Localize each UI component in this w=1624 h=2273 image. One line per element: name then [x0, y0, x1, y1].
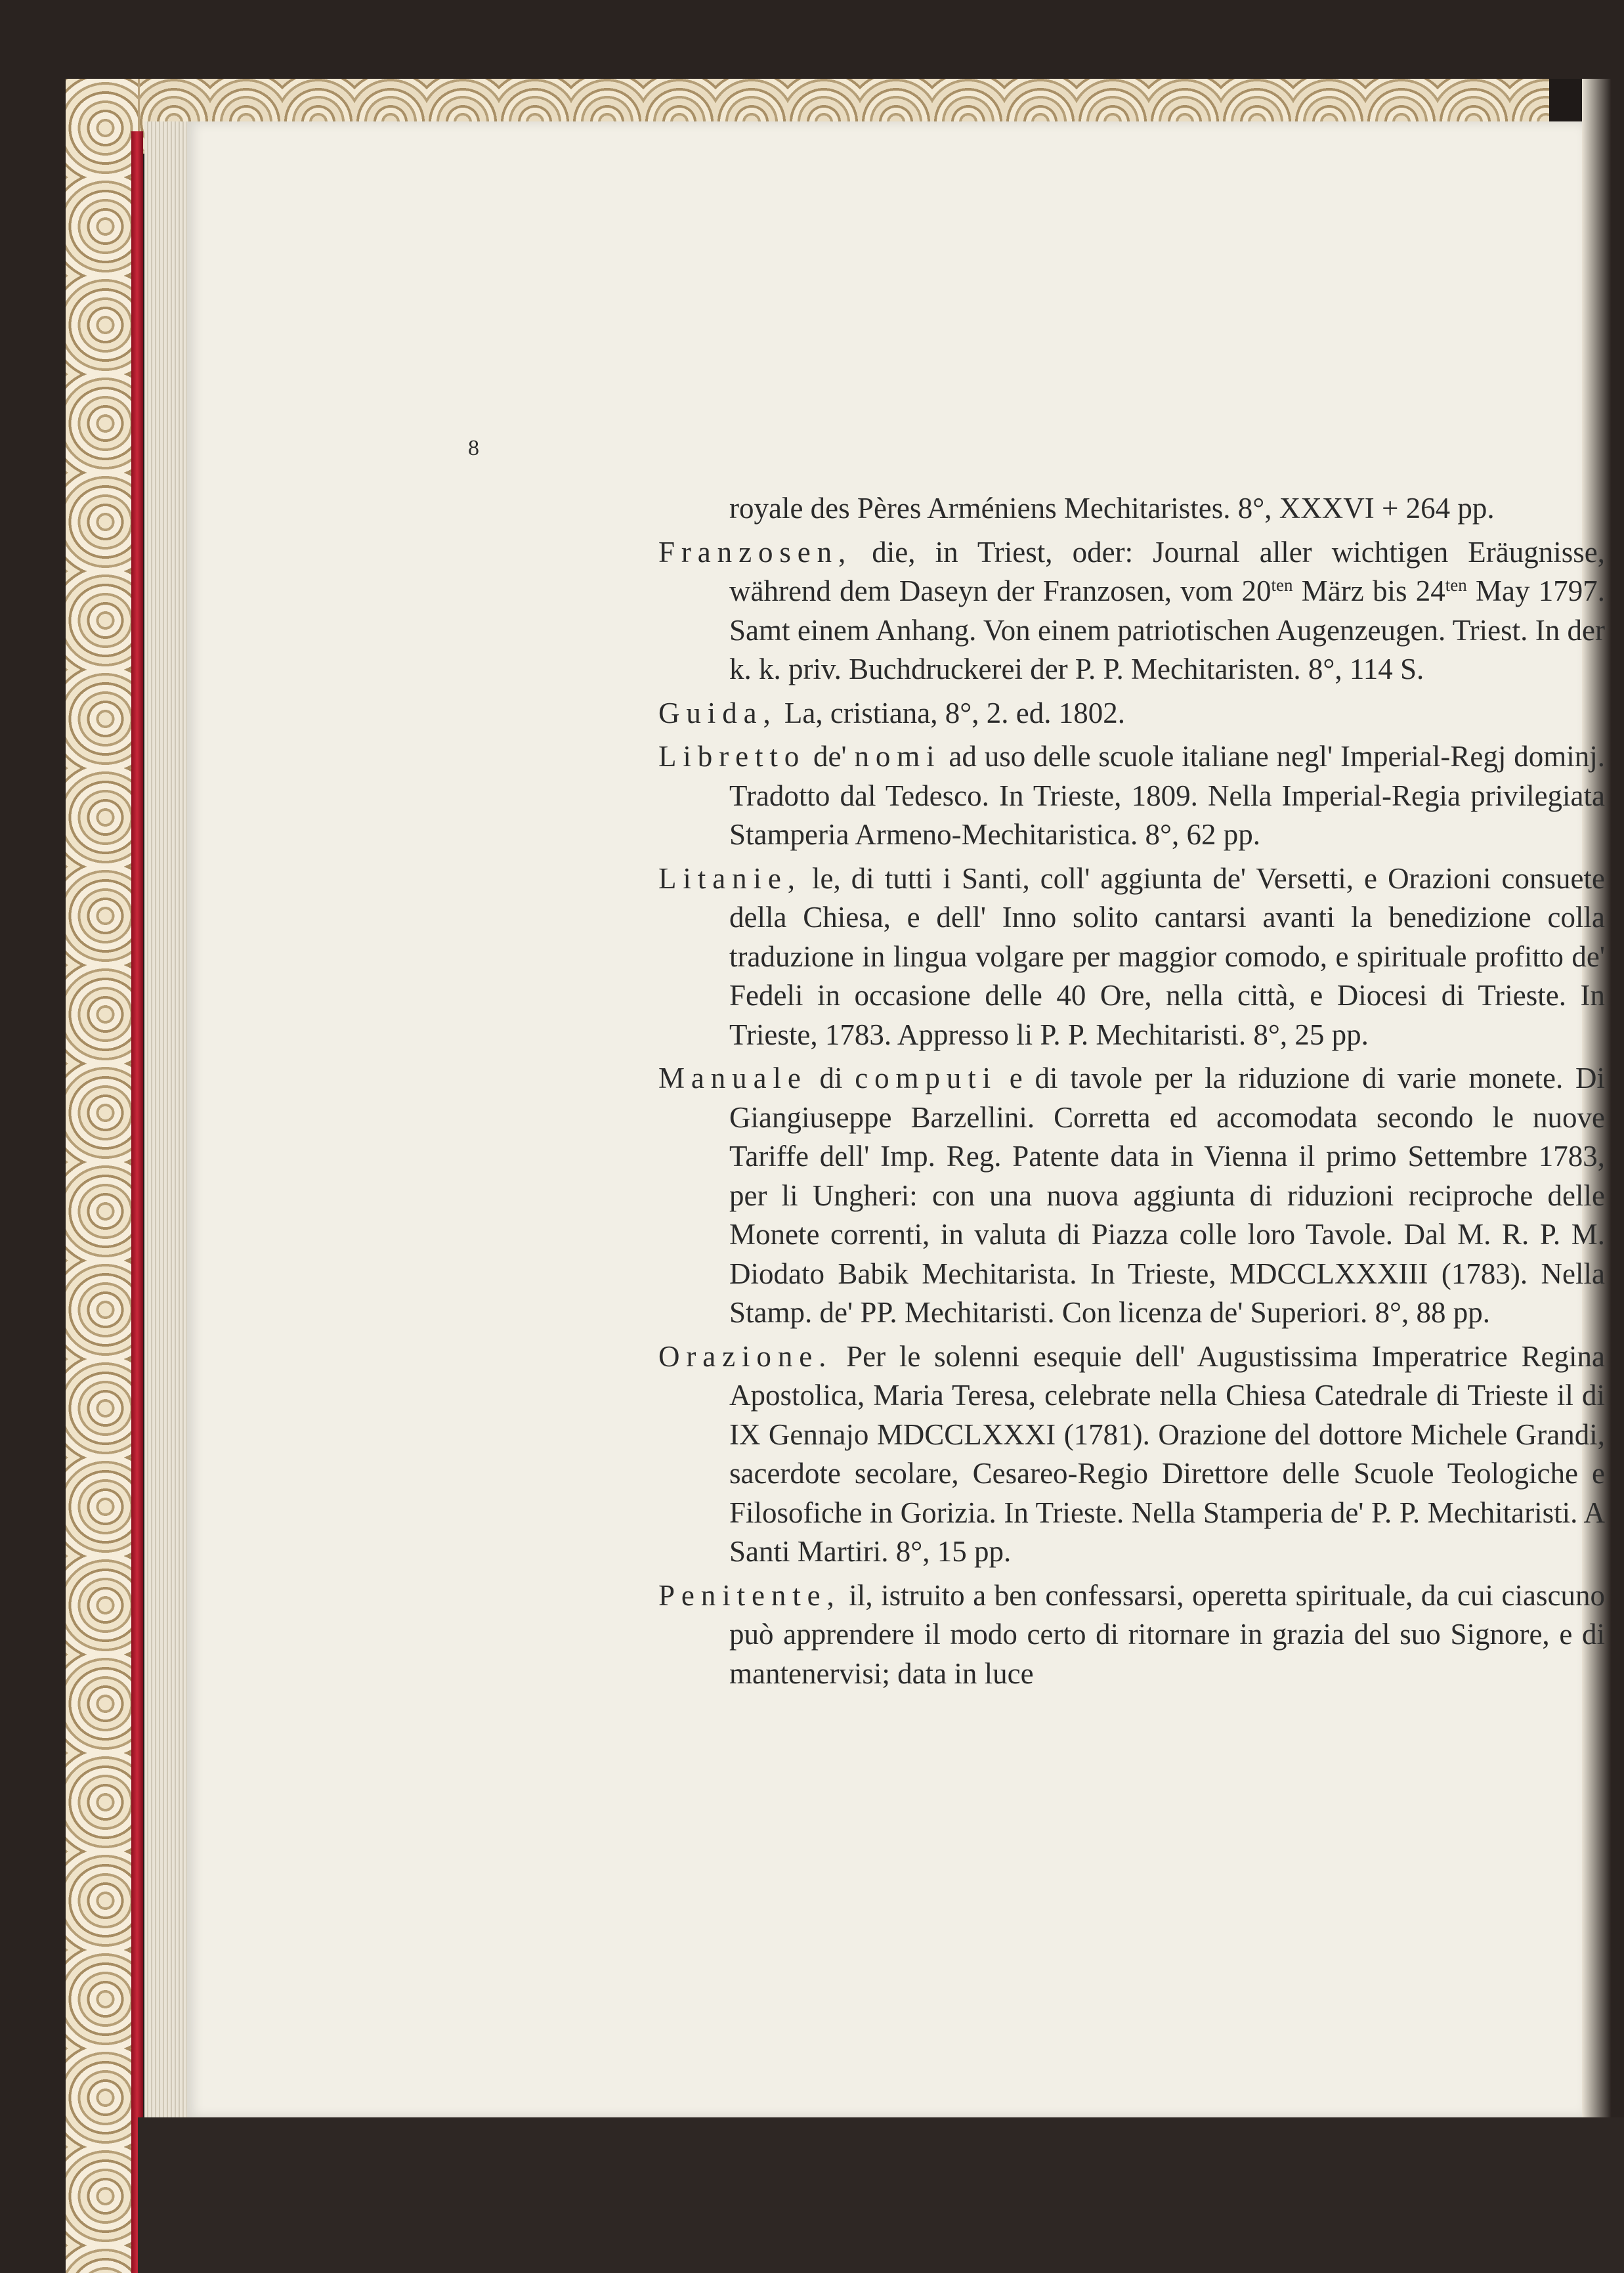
bibliography-entry	[658, 737, 1605, 855]
entry-superscript: ten	[1271, 575, 1293, 595]
entry-text: il, istruito a ben confessarsi, operetta spirituale, da cui ciascuno può apprendere il modo certo di ritornare in grazia del suo Signore, e di mantenervisi; data in luce	[729, 1578, 1605, 1690]
bibliography-entry	[658, 1337, 1605, 1572]
bibliography-entry	[658, 1576, 1605, 1694]
entry-text: März bis 24	[1293, 574, 1445, 607]
entry-text: ad uso delle scuole italiane negl' Imperial-Regj dominj. Tradotto dal Tedesco. In Trieste, 1809. Nella Imperial-Regia privilegiata Stamperia Armeno-Mechitaristica. 8°, 62 pp.	[729, 740, 1605, 851]
bookmark-ribbon	[131, 131, 143, 2273]
entry-text: di	[807, 1062, 855, 1094]
entry-headword: Penitente,	[658, 1578, 841, 1612]
bibliography-entry	[658, 694, 1605, 733]
entry-headword: Manuale	[658, 1062, 807, 1094]
entry-headword: Guida,	[658, 696, 777, 729]
entry-headword: Litanie,	[658, 861, 801, 895]
bibliography-entries	[658, 489, 1605, 1698]
entry-superscript: ten	[1445, 575, 1467, 595]
entry-text: de'	[805, 740, 855, 773]
entry-headword: Orazione.	[658, 1339, 833, 1373]
entry-text: die, in Triest, oder: Journal aller wichtigen Eräugnisse, während dem Daseyn der Franzosen, vom 20	[729, 535, 1605, 607]
page-number: 8	[468, 436, 479, 460]
bibliography-entry	[658, 533, 1605, 689]
entry-headword: nomi	[854, 740, 941, 773]
entry-headword: Libretto	[658, 740, 806, 773]
book-page	[187, 121, 1605, 2117]
entry-headword: computi	[855, 1062, 998, 1094]
cover-bottom	[138, 2117, 1624, 2273]
entry-text: Per le solenni esequie dell' Augustissima Imperatrice Regina Apostolica, Maria Teresa, celebrate nella Chiesa Catedrale di Trieste il di IX Gennajo MDCCLXXXI (1781). Orazione del dottore Michele Grandi, sacerdote secolare, Cesareo-Regio Direttore delle Scuole Teologiche e Filosofiche in Gorizia. In Trieste. Nella Stamperia de' P. P. Mechitaristi. A Santi Martiri. 8°, 15 pp.	[729, 1339, 1605, 1568]
entry-text: e di tavole per la riduzione di varie monete. Di Giangiuseppe Barzellini. Corretta ed accomodata secondo le nuove Tariffe dell' Imp. Reg. Patente data in Vienna il primo Settembre 1783, per li Ungheri: con una nuova aggiunta di riduzioni reciproche delle Monete correnti, in valuta di Piazza colle loro Tavole. Dal M. R. P. M. Diodato Babik Mechitarista. In Trieste, MDCCLXXXIII (1783). Nella Stamp. de' PP. Mechitaristi. Con licenza de' Superiori. 8°, 88 pp.	[729, 1062, 1605, 1329]
entry-text: La, cristiana, 8°, 2. ed. 1802.	[777, 696, 1125, 729]
page-edges	[144, 121, 190, 2117]
bibliography-entry	[658, 489, 1605, 529]
entry-text: May 1797. Samt einem Anhang. Von einem patriotischen Augenzeugen. Triest. In der k. k. priv. Buchdruckerei der P. P. Mechitaristen. 8°, 114 S.	[729, 574, 1605, 685]
bibliography-entry	[658, 1059, 1605, 1333]
entry-text: royale des Pères Arméniens Mechitaristes. 8°, XXXVI + 264 pp.	[729, 492, 1495, 525]
entry-headword: Franzosen,	[658, 535, 853, 569]
entry-text: le, di tutti i Santi, coll' aggiunta de' Versetti, e Orazioni consuete della Chiesa, e dell' Inno solito cantarsi avanti la benedizione colla traduzione in lingua volgare per maggior comodo, e spirituale profitto de' Fedeli in occasione delle 40 Ore, nella città, e Diocesi di Trieste. In Trieste, 1783. Appresso li P. P. Mechitaristi. 8°, 25 pp.	[729, 861, 1605, 1051]
gilt-border-left	[66, 79, 140, 2273]
page-text-block	[187, 121, 1605, 2117]
bibliography-entry	[658, 859, 1605, 1055]
